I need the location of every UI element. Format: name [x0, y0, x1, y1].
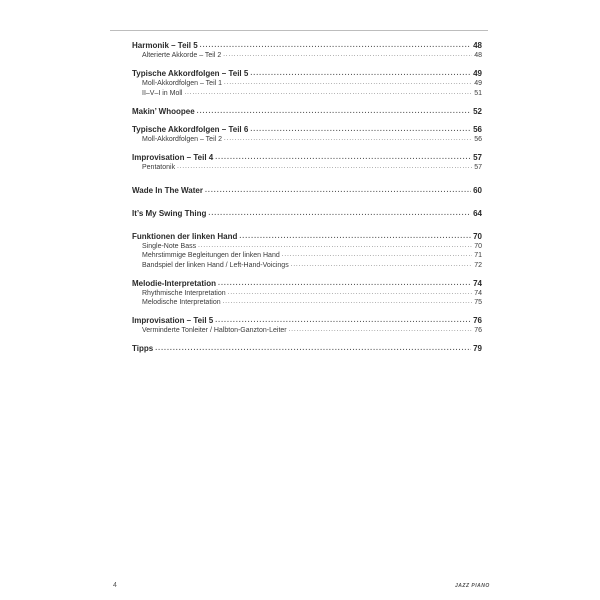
toc-subentry — [132, 298, 482, 308]
toc-section — [132, 69, 482, 98]
toc-entry — [132, 125, 482, 135]
toc-entry — [132, 209, 482, 219]
toc-entry-title: Improvisation – Teil 5 — [132, 316, 214, 325]
toc-subentry — [132, 289, 482, 299]
leader-dots — [218, 279, 471, 289]
table-of-contents — [132, 41, 482, 354]
toc-subentry-title: Melodische Interpretation — [142, 299, 221, 306]
toc-entry — [132, 279, 482, 289]
leader-dots — [215, 316, 471, 326]
toc-entry-page: 70 — [473, 231, 482, 241]
toc-subentry — [132, 242, 482, 252]
toc-entry-page: 49 — [473, 69, 482, 78]
leader-dots — [223, 51, 472, 61]
toc-entry-title: Melodie-Interpretation — [132, 278, 217, 288]
toc-entry-page: 76 — [473, 316, 482, 325]
toc-entry — [132, 153, 482, 163]
leader-dots — [228, 289, 473, 299]
toc-entry-title: Improvisation – Teil 4 — [132, 153, 214, 162]
leader-dots — [215, 153, 471, 163]
leader-dots — [291, 261, 473, 271]
toc-subentry-page: 49 — [474, 80, 482, 87]
toc-entry-page: 52 — [473, 106, 482, 116]
toc-section — [132, 279, 482, 308]
toc-subentry — [132, 135, 482, 145]
toc-subentry-page: 56 — [474, 136, 482, 143]
leader-dots — [200, 41, 471, 51]
toc-subentry-title: Moll-Akkordfolgen – Teil 1 — [142, 80, 223, 87]
leader-dots — [223, 298, 473, 308]
toc-entry-title: Typische Akkordfolgen – Teil 5 — [132, 69, 249, 78]
toc-entry-title: Funktionen der linken Hand — [132, 231, 238, 241]
toc-section — [132, 186, 482, 196]
toc-subentry-title: Alterierte Akkorde – Teil 2 — [142, 52, 222, 59]
toc-entry-page: 57 — [473, 153, 482, 162]
toc-entry-page: 60 — [473, 185, 482, 195]
toc-entry-title: Harmonik – Teil 5 — [132, 41, 198, 50]
leader-dots — [205, 186, 471, 196]
toc-subentry-title: Verminderte Tonleiter / Halbton-Ganzton-Leiter — [142, 327, 287, 334]
toc-subentry-title: Bandspiel der linken Hand / Left-Hand-Voicings — [142, 261, 289, 269]
leader-dots — [224, 79, 472, 89]
toc-entry — [132, 186, 482, 196]
leader-dots — [208, 209, 471, 219]
leader-dots — [184, 89, 472, 99]
toc-subentry — [132, 326, 482, 336]
toc-entry — [132, 316, 482, 326]
toc-entry-title: It’s My Swing Thing — [132, 208, 207, 218]
toc-section — [132, 316, 482, 336]
toc-subentry-page: 51 — [474, 89, 482, 97]
toc-section — [132, 153, 482, 173]
toc-section — [132, 41, 482, 61]
toc-subentry-title: Moll-Akkordfolgen – Teil 2 — [142, 136, 223, 143]
toc-section — [132, 107, 482, 117]
toc-entry — [132, 69, 482, 79]
leader-dots — [198, 242, 472, 252]
leader-dots — [197, 107, 471, 117]
toc-entry — [132, 41, 482, 51]
toc-entry-page: 74 — [473, 278, 482, 288]
leader-dots — [177, 163, 472, 173]
leader-dots — [224, 135, 472, 145]
page-number: 4 — [113, 582, 117, 589]
toc-section — [132, 209, 482, 219]
footer-logo: JAZZ PIANO — [455, 583, 490, 589]
toc-subentry-title: II–V–I in Moll — [142, 89, 183, 97]
toc-entry — [132, 232, 482, 242]
toc-subentry — [132, 51, 482, 61]
toc-subentry-page: 71 — [474, 252, 482, 259]
toc-subentry — [132, 89, 482, 99]
leader-dots — [250, 125, 471, 135]
toc-subentry-page: 76 — [474, 327, 482, 334]
toc-subentry-page: 48 — [474, 52, 482, 59]
toc-subentry — [132, 79, 482, 89]
toc-entry — [132, 344, 482, 354]
toc-subentry-page: 75 — [474, 299, 482, 306]
leader-dots — [155, 344, 471, 354]
toc-entry-page: 79 — [473, 344, 482, 353]
toc-entry-page: 64 — [473, 208, 482, 218]
toc-entry-title: Wade In The Water — [132, 185, 203, 195]
toc-entry — [132, 107, 482, 117]
toc-entry-page: 48 — [473, 41, 482, 50]
toc-entry-page: 56 — [473, 125, 482, 134]
toc-subentry-page: 70 — [474, 242, 482, 250]
toc-subentry-title: Single-Note Bass — [142, 242, 197, 250]
toc-subentry — [132, 261, 482, 271]
toc-subentry — [132, 251, 482, 261]
toc-subentry-title: Rhythmische Interpretation — [142, 289, 226, 297]
leader-dots — [239, 232, 471, 242]
toc-subentry — [132, 163, 482, 173]
toc-entry-title: Makin’ Whoopee — [132, 106, 195, 116]
toc-entry-title: Tipps — [132, 344, 154, 353]
leader-dots — [250, 69, 471, 79]
toc-subentry-page: 74 — [474, 289, 482, 297]
toc-entry-title: Typische Akkordfolgen – Teil 6 — [132, 125, 249, 134]
toc-section — [132, 125, 482, 145]
header-rule — [110, 30, 488, 31]
toc-subentry-page: 57 — [474, 164, 482, 171]
toc-subentry-title: Mehrstimmige Begleitungen der linken Hand — [142, 252, 280, 259]
leader-dots — [282, 251, 472, 261]
toc-section — [132, 232, 482, 271]
toc-subentry-title: Pentatonik — [142, 164, 176, 171]
leader-dots — [289, 326, 473, 336]
toc-section — [132, 344, 482, 354]
toc-subentry-page: 72 — [474, 261, 482, 269]
